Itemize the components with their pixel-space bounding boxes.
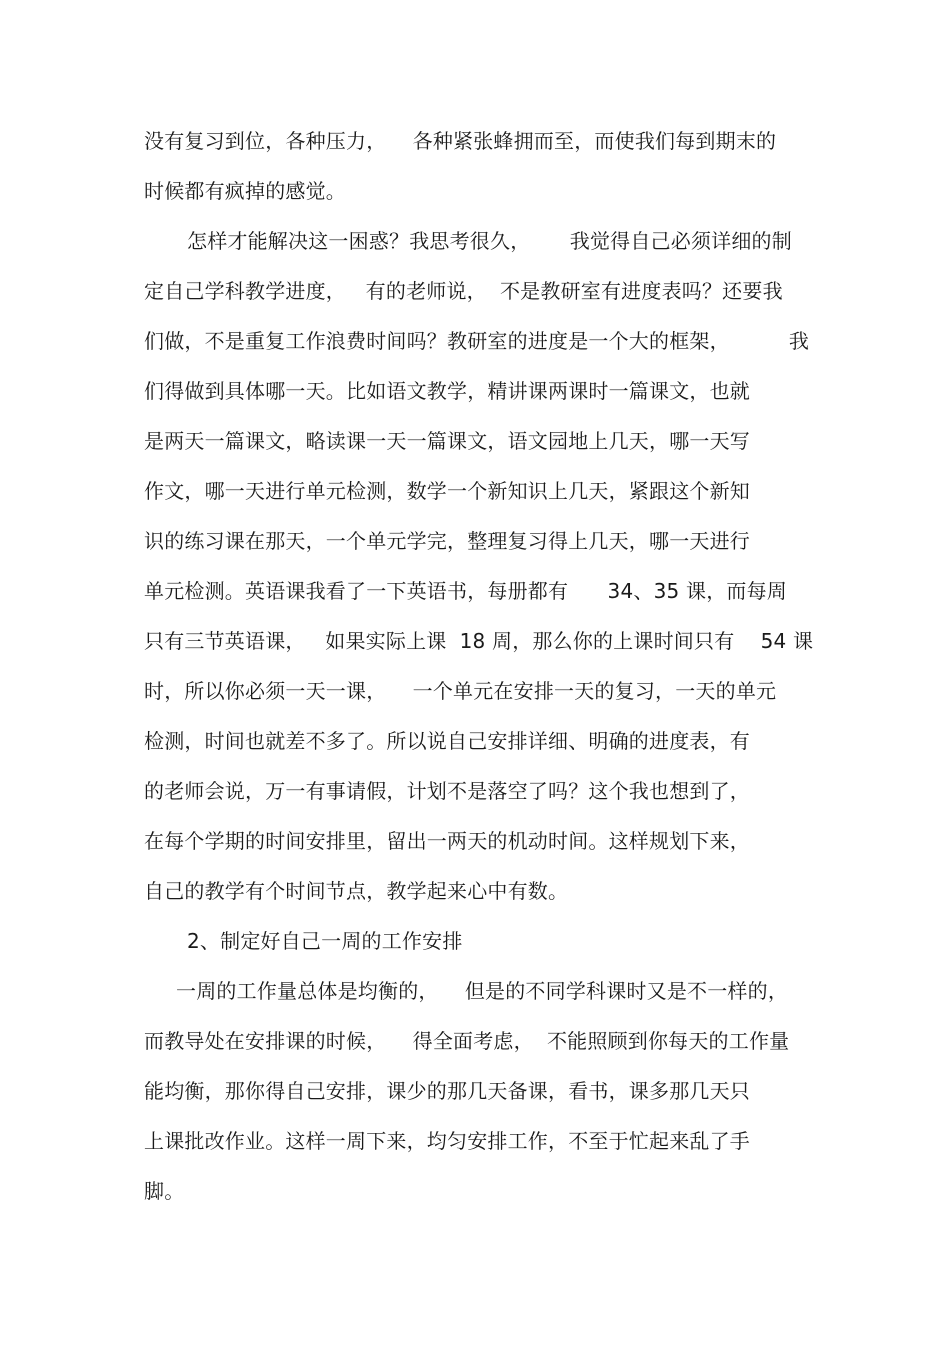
text-line: 检测，时间也就差不多了。所以说自己安排详细、明确的进度表，有 bbox=[144, 729, 750, 753]
text-line: 脚。 bbox=[144, 1179, 185, 1203]
text-line: 没有复习到位，各种压力， 各种紧张蜂拥而至，而使我们每到期末的 bbox=[144, 129, 777, 153]
text-line: 能均衡，那你得自己安排，课少的那几天备课，看书，课多那几天只 bbox=[144, 1079, 750, 1103]
text-line: 怎样才能解决这一困惑？我思考很久， 我觉得自己必须详细的制 bbox=[187, 229, 792, 253]
text-line: 自己的教学有个时间节点，教学起来心中有数。 bbox=[144, 879, 569, 903]
text-line: 在每个学期的时间安排里，留出一两天的机动时间。这样规划下来， bbox=[144, 829, 750, 853]
text-line: 识的练习课在那天，一个单元学完，整理复习得上几天，哪一天进行 bbox=[144, 529, 750, 553]
text-line: 只有三节英语课， 如果实际上课 18 周，那么你的上课时间只有 54 课 bbox=[144, 629, 814, 653]
text-line: 定自己学科教学进度， 有的老师说， 不是教研室有进度表吗？还要我 bbox=[144, 279, 783, 303]
text-line: 一周的工作量总体是均衡的， 但是的不同学科课时又是不一样的， bbox=[176, 979, 789, 1003]
text-line: 是两天一篇课文，略读课一天一篇课文，语文园地上几天，哪一天写 bbox=[144, 429, 750, 453]
text-line: 们得做到具体哪一天。比如语文教学，精讲课两课时一篇课文，也就 bbox=[144, 379, 750, 403]
text-line: 时，所以你必须一天一课， 一个单元在安排一天的复习，一天的单元 bbox=[144, 679, 777, 703]
text-line: 单元检测。英语课我看了一下英语书，每册都有 34、35 课，而每周 bbox=[144, 579, 787, 603]
text-line: 的老师会说，万一有事请假，计划不是落空了吗？这个我也想到了， bbox=[144, 779, 750, 803]
text-line: 们做，不是重复工作浪费时间吗？教研室的进度是一个大的框架， 我 bbox=[144, 329, 810, 353]
text-line: 时候都有疯掉的感觉。 bbox=[144, 179, 346, 203]
text-line: 作文，哪一天进行单元检测，数学一个新知识上几天，紧跟这个新知 bbox=[144, 479, 750, 503]
section-heading: 2、制定好自己一周的工作安排 bbox=[187, 929, 463, 953]
text-line: 上课批改作业。这样一周下来，均匀安排工作，不至于忙起来乱了手 bbox=[144, 1129, 750, 1153]
text-line: 而教导处在安排课的时候， 得全面考虑， 不能照顾到你每天的工作量 bbox=[144, 1029, 790, 1053]
